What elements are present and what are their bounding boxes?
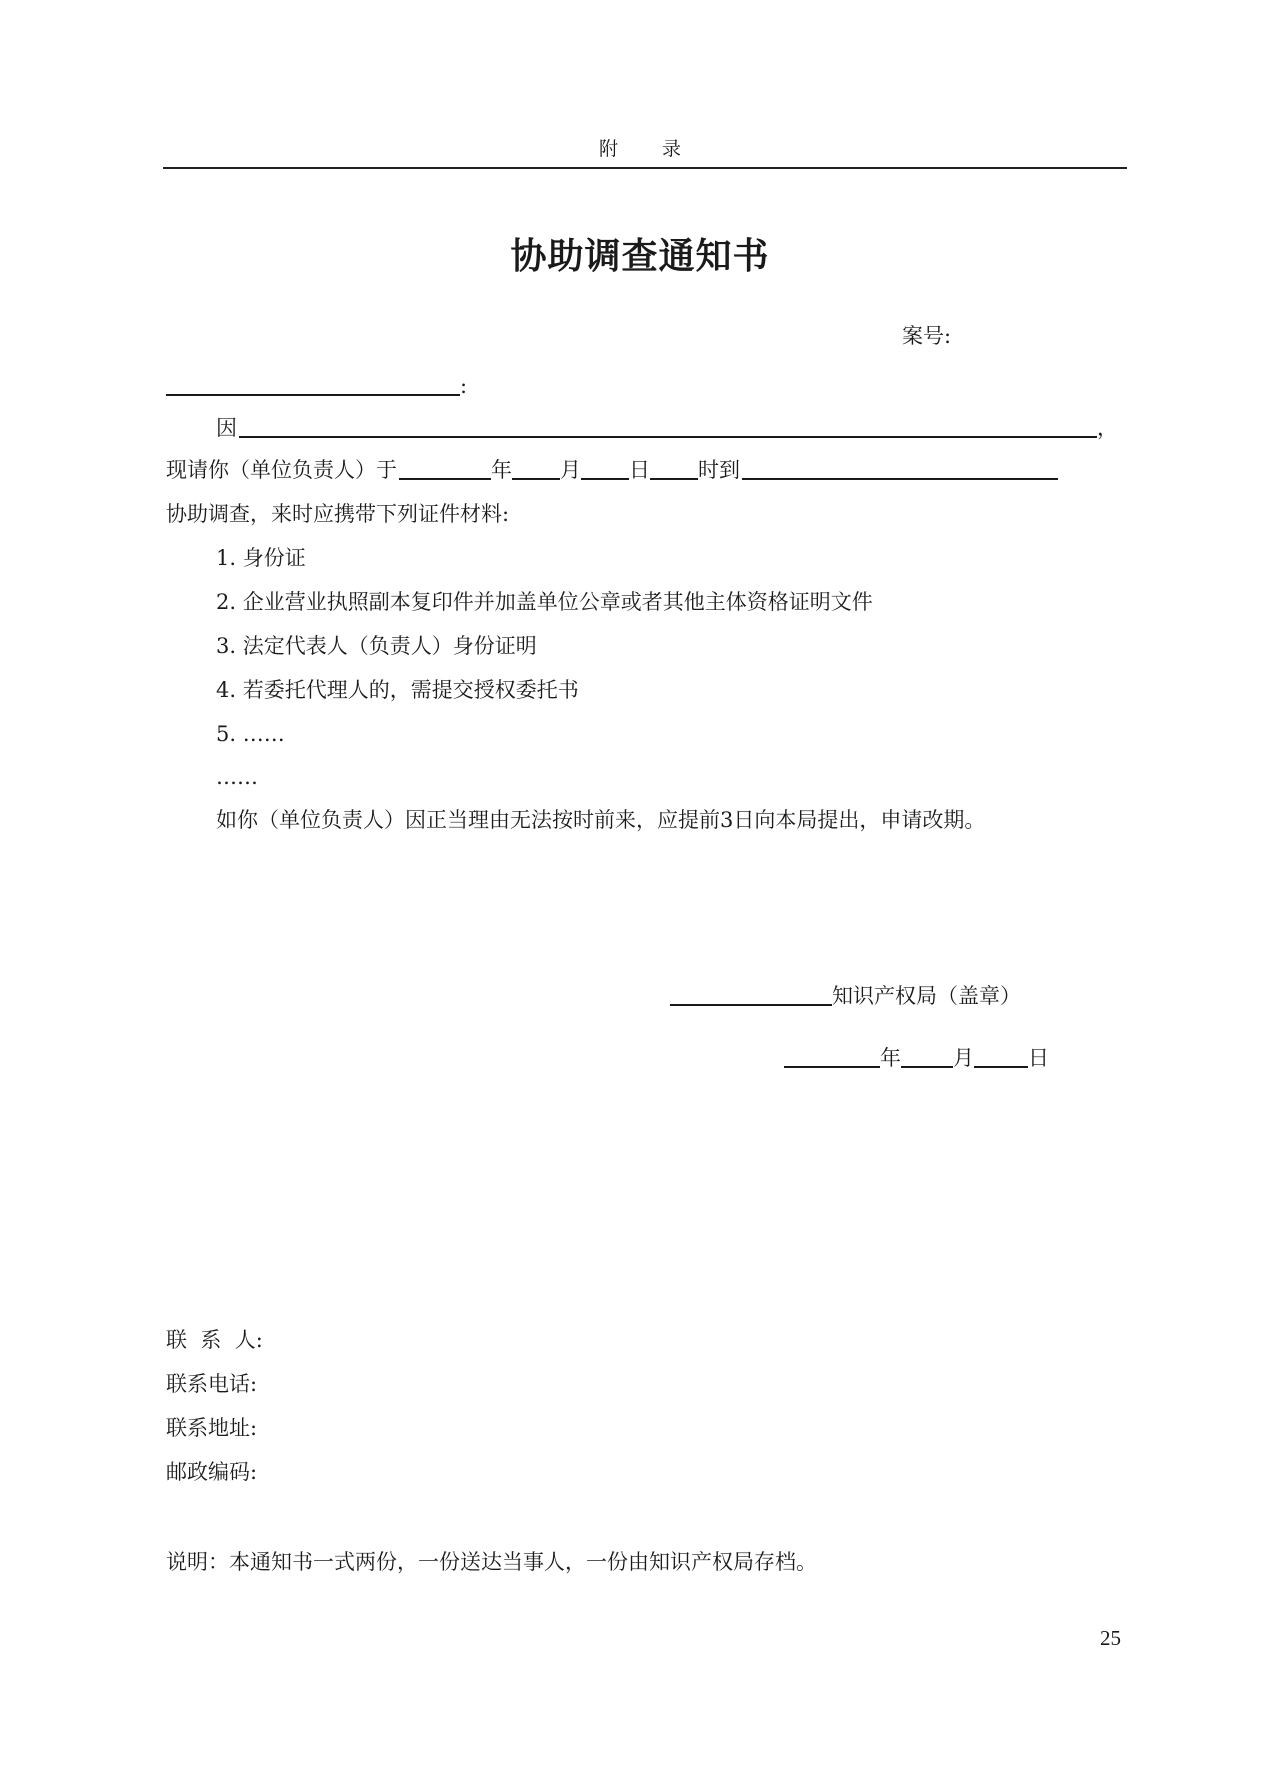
reason-prefix: 因 [216,416,237,440]
contact-phone-label: 联系电话: [166,1372,258,1396]
hour-blank[interactable] [650,456,698,480]
sign-month-label: 月 [953,1046,974,1070]
request-prefix: 现请你（单位负责人）于 [166,458,397,482]
header-rule [163,167,1127,169]
reschedule-note: 如你（单位负责人）因正当理由无法按时前来，应提前3日向本局提出，申请改期。 [216,808,986,832]
header-left-char: 附 [598,138,618,160]
location-blank[interactable] [742,456,1058,480]
material-item-1: 1. 身份证 [216,546,306,570]
addressee-blank[interactable] [166,372,460,396]
request-line [166,456,1058,484]
material-item-2: 2. 企业营业执照副本复印件并加盖单位公章或者其他主体资格证明文件 [216,590,873,614]
sign-year-label: 年 [880,1046,901,1070]
addressee-colon: : [460,374,468,398]
page-number: 25 [1100,1626,1121,1650]
footnote: 说明：本通知书一式两份，一份送达当事人，一份由知识产权局存档。 [166,1550,817,1574]
contact-person-label: 联 系 人: [166,1328,263,1352]
day-blank[interactable] [581,456,629,480]
month-label: 月 [560,458,581,482]
office-seal-label: 知识产权局（盖章） [832,984,1021,1008]
material-item-3: 3. 法定代表人（负责人）身份证明 [216,634,537,658]
sign-year-blank[interactable] [784,1044,880,1068]
running-header [0,134,1280,161]
material-item-5: 5. …… [216,722,285,746]
signature-office-line [670,982,1021,1010]
hour-to-label: 时到 [698,458,740,482]
signature-date-line [784,1044,1049,1072]
office-name-blank[interactable] [670,982,832,1006]
reason-line [216,414,1118,442]
case-number-label: 案号: [902,324,952,348]
sign-day-blank[interactable] [974,1044,1028,1068]
addressee-line [166,372,467,400]
month-blank[interactable] [512,456,560,480]
reason-blank[interactable] [239,414,1097,438]
reason-suffix: ， [1097,416,1118,440]
material-item-4: 4. 若委托代理人的，需提交授权委托书 [216,678,579,702]
document-title: 协助调查通知书 [510,235,770,277]
year-label: 年 [491,458,512,482]
year-blank[interactable] [399,456,491,480]
header-right-char: 录 [662,138,682,160]
contact-address-label: 联系地址: [166,1416,258,1440]
day-label: 日 [629,458,650,482]
sign-day-label: 日 [1028,1046,1049,1070]
postal-code-label: 邮政编码: [166,1460,258,1484]
materials-intro: 协助调查，来时应携带下列证件材料: [166,502,510,526]
ellipsis-line: …… [216,765,258,789]
sign-month-blank[interactable] [901,1044,953,1068]
